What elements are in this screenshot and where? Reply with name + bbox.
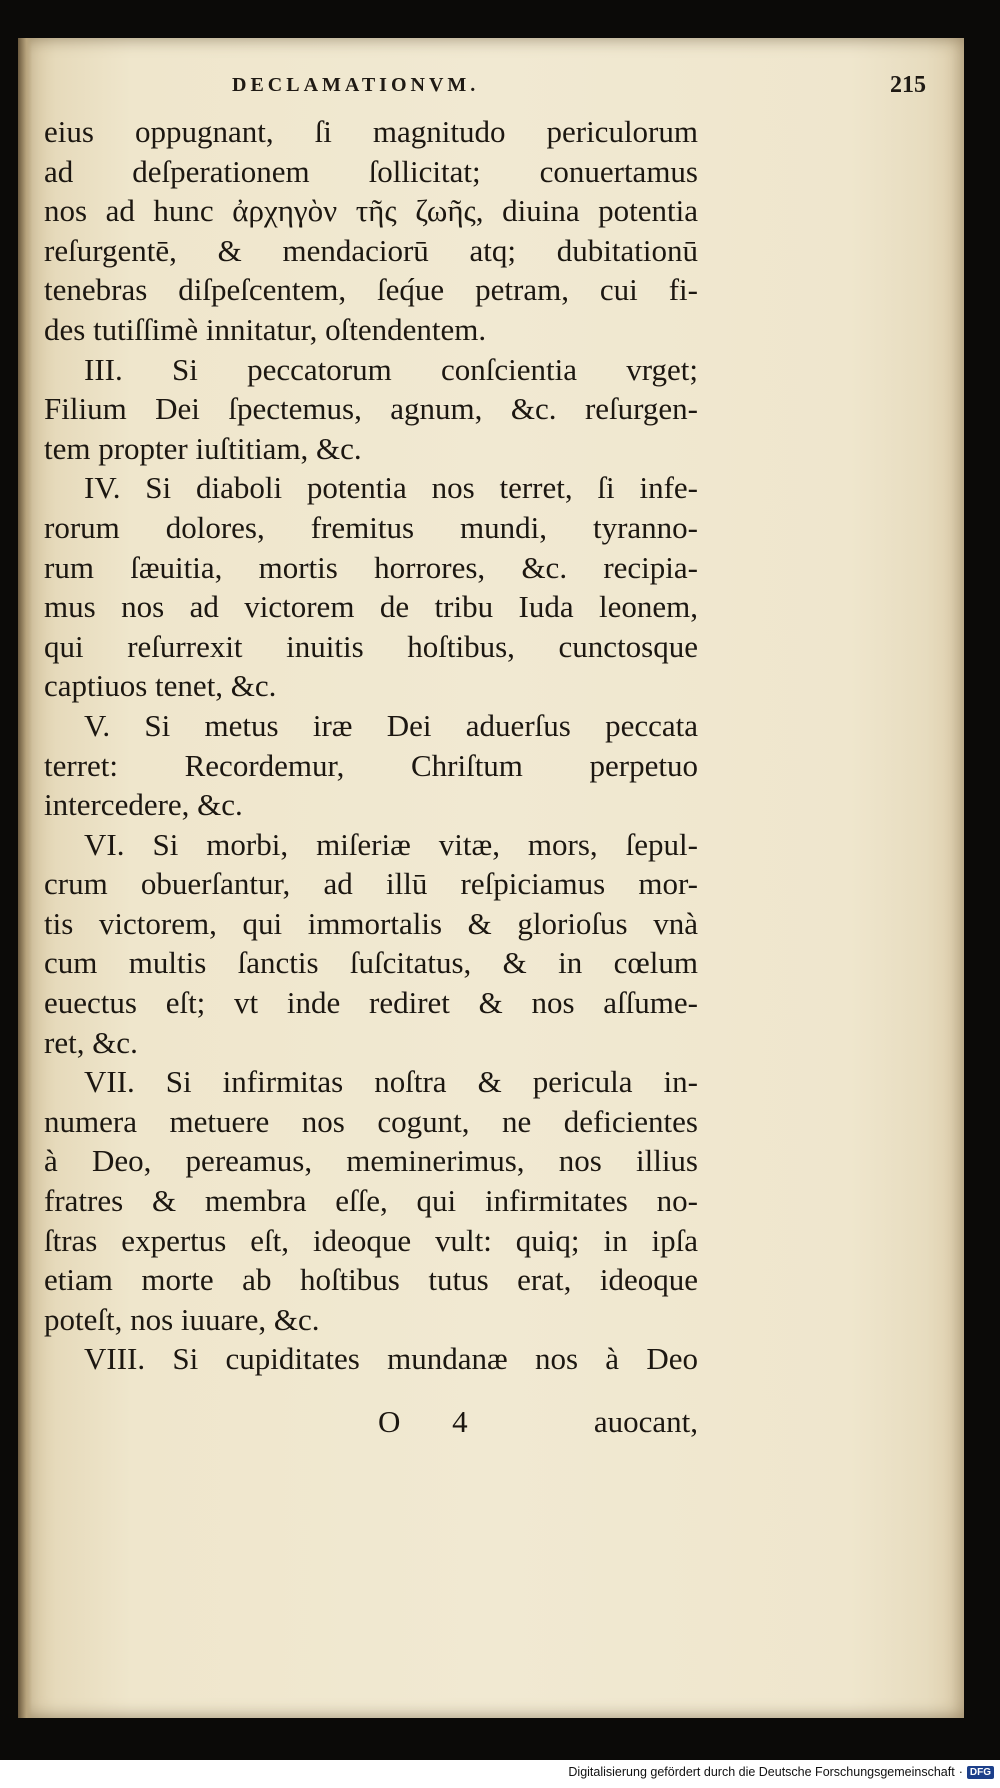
catchword: auocant, bbox=[593, 1404, 698, 1439]
text-line: mus nos ad victorem de tribu Iuda leonem, bbox=[44, 589, 698, 625]
text-line: poteſt, nos iuuare, &c. bbox=[44, 1301, 320, 1337]
text-line: euectus eſt; vt inde rediret & nos aſſume- bbox=[44, 985, 698, 1021]
text-line: ſtras expertus eſt, ideoque vult: quiq; in ipſa bbox=[44, 1222, 698, 1258]
text-line: rum ſæuitia, mortis horrores, &c. recipia- bbox=[44, 549, 698, 585]
text-line: des tutiſſimè innitatur, oſtendentem. bbox=[44, 311, 487, 347]
text-line: IV. Si diaboli potentia nos terret, ſi infe- bbox=[84, 470, 698, 506]
text-line: tenebras diſpeſcentem, ſeq́ue petram, cui fi- bbox=[44, 272, 698, 308]
text-line: eius oppugnant, ſi magnitudo periculorum bbox=[44, 114, 698, 149]
text-line: III. Si peccatorum conſcientia vrget; bbox=[84, 351, 698, 387]
text-line: VI. Si morbi, miſeriæ vitæ, mors, ſepul- bbox=[84, 826, 698, 862]
running-head-title: DECLAMATIONVM. bbox=[232, 74, 480, 96]
text-line: tem propter iuſtitiam, &c. bbox=[44, 430, 362, 466]
text-line: numera metuere nos cogunt, ne deficientes bbox=[44, 1103, 698, 1139]
signature-mark: O 4 bbox=[378, 1404, 490, 1439]
text-line: ad deſperationem ſollicitat; conuertamus bbox=[44, 153, 698, 189]
dfg-logo-icon: DFG bbox=[967, 1766, 994, 1779]
text-line: ret, &c. bbox=[44, 1024, 138, 1060]
text-line: V. Si metus iræ Dei aduerſus peccata bbox=[84, 707, 698, 743]
text-line: reſurgentē, & mendaciorū atq; dubitationū bbox=[44, 232, 698, 268]
text-line: VIII. Si cupiditates mundanæ nos à Deo bbox=[84, 1341, 698, 1377]
credit-text: Digitalisierung gefördert durch die Deutsche Forschungsgemeinschaft bbox=[568, 1765, 955, 1779]
text-line: cum multis ſanctis ſuſcitatus, & in cœlum bbox=[44, 945, 698, 981]
text-line: qui reſurrexit inuitis hoſtibus, cunctosque bbox=[44, 628, 698, 664]
digitization-credit bbox=[568, 1762, 994, 1782]
text-line: rorum dolores, fremitus mundi, tyranno- bbox=[44, 509, 698, 545]
text-line: Filium Dei ſpectemus, agnum, &c. reſurgen- bbox=[44, 391, 698, 427]
text-line: VII. Si infirmitas noſtra & pericula in- bbox=[84, 1064, 698, 1100]
page-number: 215 bbox=[890, 72, 926, 98]
credit-separator: · bbox=[958, 1765, 963, 1779]
text-line: etiam morte ab hoſtibus tutus erat, ideoque bbox=[44, 1262, 698, 1298]
text-line: fratres & membra eſſe, qui infirmitates no- bbox=[44, 1183, 698, 1219]
page-gutter-shadow bbox=[18, 38, 32, 1718]
text-line: captiuos tenet, &c. bbox=[44, 668, 277, 704]
book-page bbox=[18, 38, 964, 1718]
text-line: à Deo, pereamus, meminerimus, nos illius bbox=[44, 1143, 698, 1179]
text-line: crum obuerſantur, ad illū reſpiciamus mor- bbox=[44, 866, 698, 902]
running-head bbox=[58, 72, 938, 108]
body-text bbox=[44, 112, 698, 1379]
signature-row bbox=[44, 1404, 698, 1446]
text-line: tis victorem, qui immortalis & glorioſus vnà bbox=[44, 905, 698, 941]
text-line: intercedere, &c. bbox=[44, 787, 243, 823]
text-line: terret: Recordemur, Chriſtum perpetuo bbox=[44, 747, 698, 783]
text-line: nos ad hunc ἀρχηγὸν τῆς ζωῆς, diuina potentia bbox=[44, 193, 698, 229]
